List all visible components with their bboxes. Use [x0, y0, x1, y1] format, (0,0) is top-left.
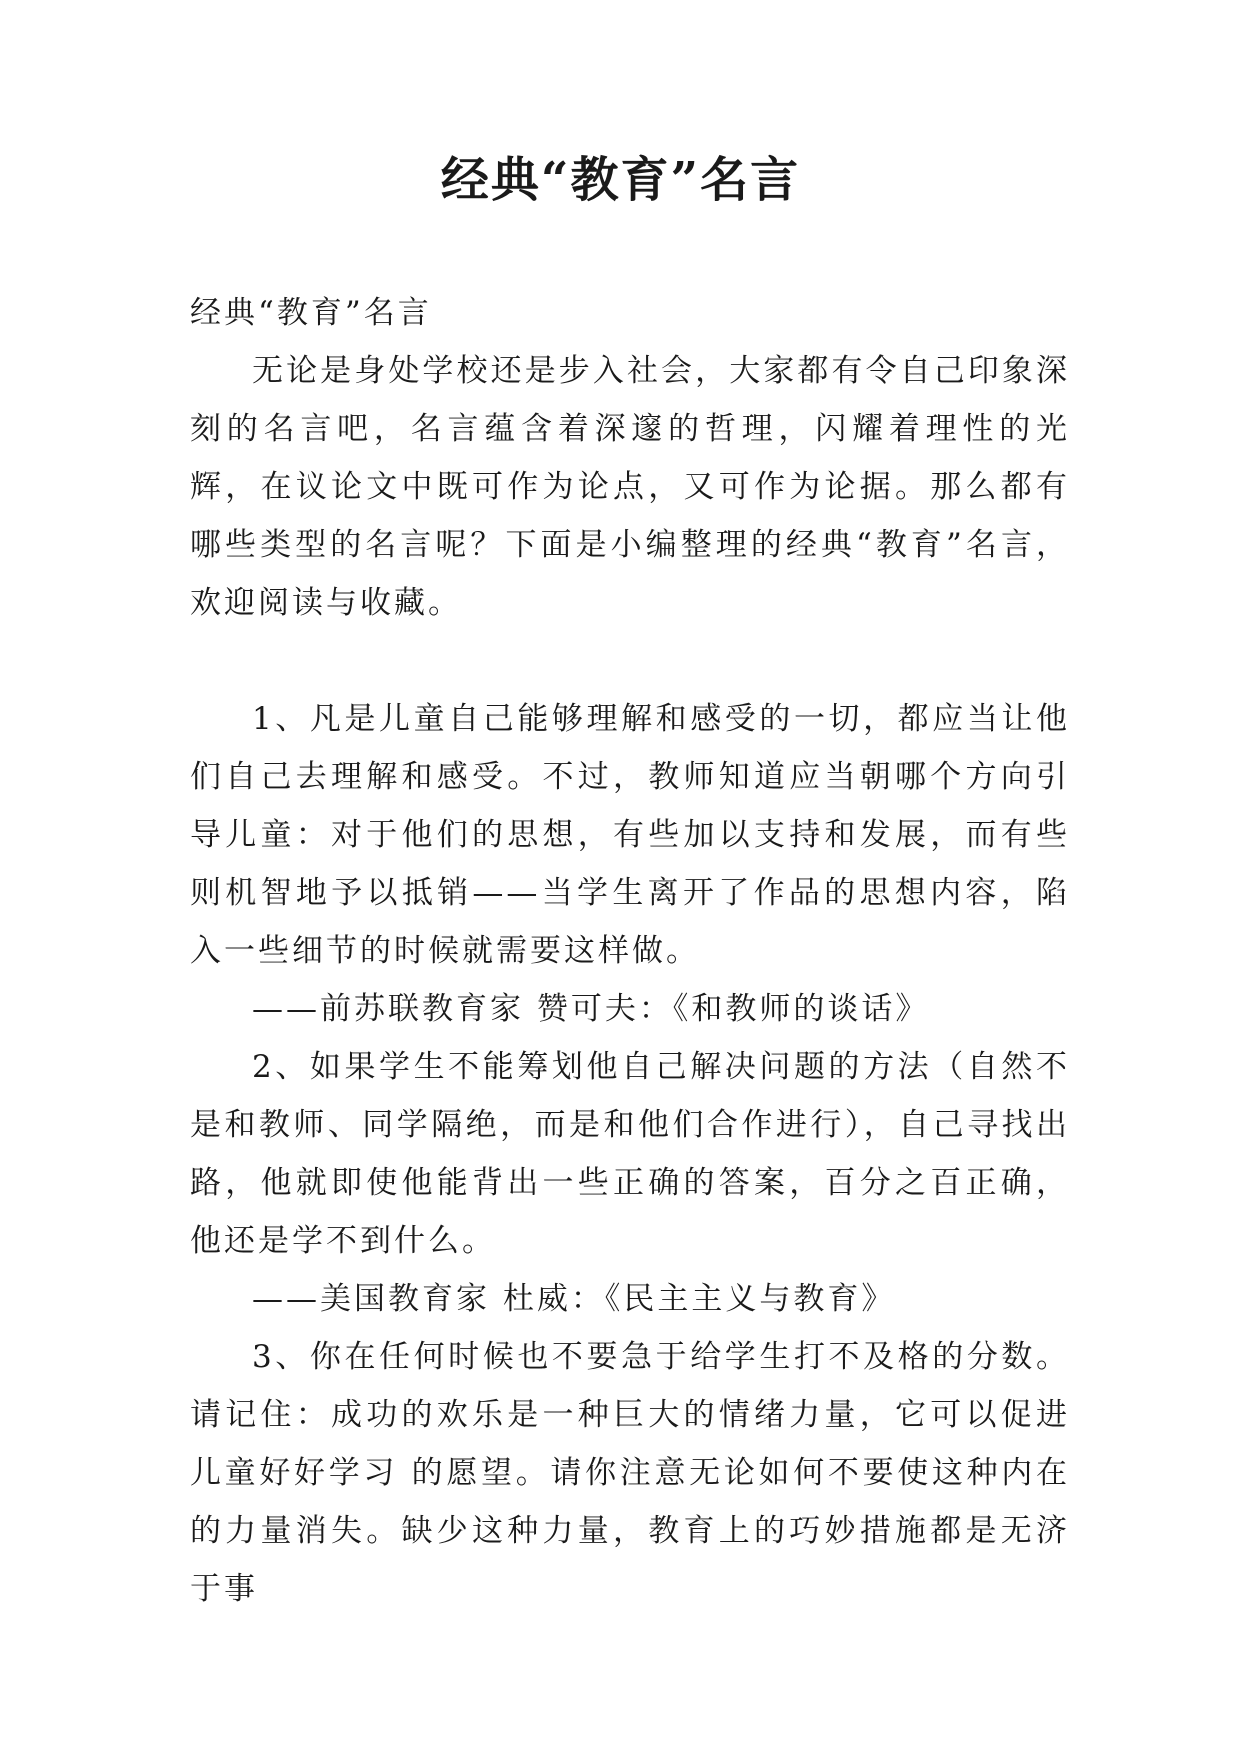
paragraph-spacer: [190, 632, 1070, 690]
quote-2-text: 2、如果学生不能筹划他自己解决问题的方法（自然不是和教师、同学隔绝，而是和他们合作进行），自己寻找出路，他就即使他能背出一些正确的答案，百分之百正确，他还是学不到什么。: [190, 1049, 1070, 1259]
intro-paragraph: 无论是身处学校还是步入社会，大家都有令自己印象深刻的名言吧，名言蕴含着深邃的哲理，闪耀着理性的光辉，在议论文中既可作为论点，又可作为论据。那么都有哪些类型的名言呢？下面是小编整理的经典“教育”名言，欢迎阅读与收藏。: [190, 353, 1070, 621]
quote-1-source: ——前苏联教育家 赞可夫：《和教师的谈话》: [252, 991, 930, 1027]
quote-1-text: 1、凡是儿童自己能够理解和感受的一切，都应当让他们自己去理解和感受。不过，教师知道应当朝哪个方向引导儿童：对于他们的思想，有些加以支持和发展，而有些则机智地予以抵销——当学生离开了作品的思想内容，陷入一些细节的时候就需要这样做。: [190, 701, 1070, 969]
document-subtitle: 经典“教育”名言: [190, 295, 432, 331]
quote-3-text: 3、你在任何时候也不要急于给学生打不及格的分数。请记住：成功的欢乐是一种巨大的情绪力量，它可以促进儿童好好学习 的愿望。请你注意无论如何不要使这种内在的力量消失。缺少这种力量，教育上的巧妙措施都是无济于事: [190, 1339, 1070, 1607]
document-body: [190, 284, 1070, 1618]
document-title: 经典“教育”名言: [440, 152, 801, 208]
quote-2-source: ——美国教育家 杜威：《民主主义与教育》: [252, 1281, 896, 1317]
